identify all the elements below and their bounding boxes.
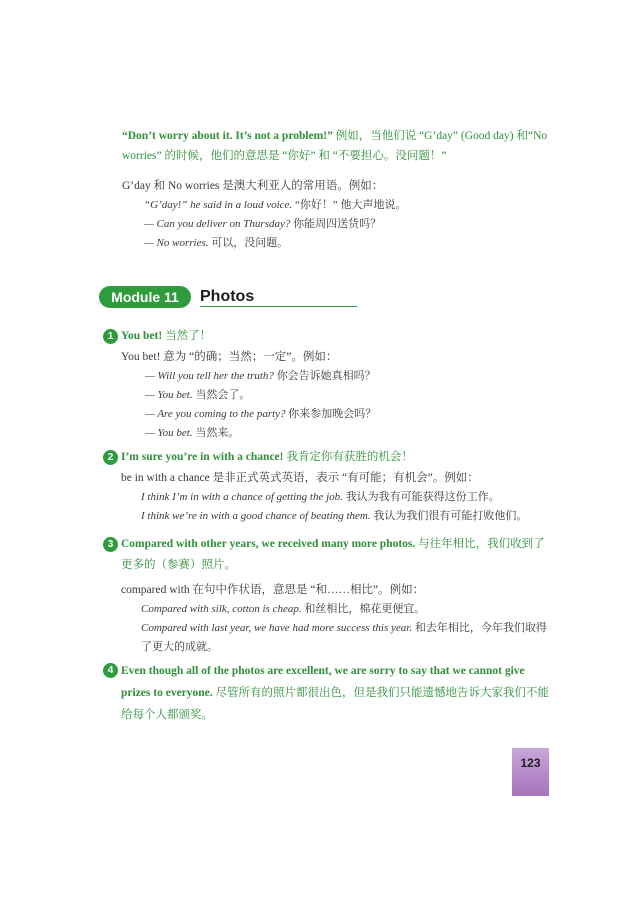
- page-number: 123: [520, 756, 541, 770]
- item-number-badge: 1: [103, 329, 118, 344]
- example-line: Compared with silk, cotton is cheap. 和丝相比，棉花更便宜。: [141, 603, 426, 615]
- item-heading-en: Even though all of the photos are excellent, we are sorry to say that we cannot give prizes to everyone.: [121, 665, 525, 699]
- item-heading-zh: 当然了！: [162, 330, 212, 342]
- example-line: — Can you deliver on Thursday? 你能周四送货吗？: [144, 218, 382, 230]
- example-line: — You bet. 当然来。: [145, 427, 240, 439]
- module-underline: [200, 306, 357, 307]
- intro-usage: [122, 176, 552, 253]
- example-line: — No worries. 可以，没问题。: [144, 237, 289, 249]
- module-badge: Module 11: [99, 286, 191, 308]
- item-number-badge: 4: [103, 663, 118, 678]
- example-line: — Will you tell her the truth? 你会告诉她真相吗？: [145, 370, 376, 382]
- intro-quote: “Don’t worry about it. It’s not a problem!”: [122, 130, 333, 142]
- item-heading-en: You bet!: [121, 330, 163, 342]
- note-item-1: [103, 326, 553, 443]
- page-number-tab: [512, 748, 549, 796]
- example-line: I think I’m in with a chance of getting the job. 我认为我有可能获得这份工作。: [141, 491, 500, 503]
- example-line: Compared with last year, we have had more success this year. 和去年相比，今年我们取得了更大的成就。: [141, 622, 547, 653]
- note-item-4: [103, 660, 553, 726]
- item-heading-zh: 尽管所有的照片都很出色，但是我们只能遗憾地告诉大家我们不能给每个人都颁奖。: [121, 687, 550, 721]
- item-heading-zh: 我肯定你有获胜的机会！: [283, 451, 413, 463]
- item-body: compared with 在句中作状语，意思是 “和……相比”。例如：: [121, 584, 425, 596]
- note-item-2: [103, 447, 553, 526]
- item-heading-zh: 与往年相比，我们收到了更多的（参赛）照片。: [121, 538, 545, 571]
- note-item-3: [103, 534, 553, 657]
- item-body: You bet! 意为 “的确；当然；一定”。例如：: [121, 351, 338, 363]
- item-heading-en: Compared with other years, we received many more photos.: [121, 538, 416, 550]
- item-number-badge: 2: [103, 450, 118, 465]
- item-heading-en: I’m sure you’re in with a chance!: [121, 451, 284, 463]
- item-body: be in with a chance 是非正式英式英语，表示 “有可能；有机会”。例如：: [121, 472, 479, 484]
- example-line: — You bet. 当然会了。: [145, 389, 251, 401]
- example-line: I think we’re in with a good chance of beating them. 我认为我们很有可能打败他们。: [141, 510, 528, 522]
- intro-paragraph: [122, 126, 552, 166]
- intro-usage-line: G’day 和 No worries 是澳大利亚人的常用语。例如：: [122, 180, 384, 192]
- module-title: Photos: [200, 288, 255, 305]
- item-number-badge: 3: [103, 537, 118, 552]
- example-line: “G’day!” he said in a loud voice. “你好！” 他大声地说。: [144, 199, 407, 211]
- module-heading: [99, 286, 357, 308]
- example-line: — Are you coming to the party? 你来参加晚会吗？: [145, 408, 377, 420]
- intro-explanation: 例如，当他们说 “G’day” (Good day) 和“No worries” 的时候，他们的意思是 “你好” 和 “不要担心。没问题！”: [122, 130, 548, 162]
